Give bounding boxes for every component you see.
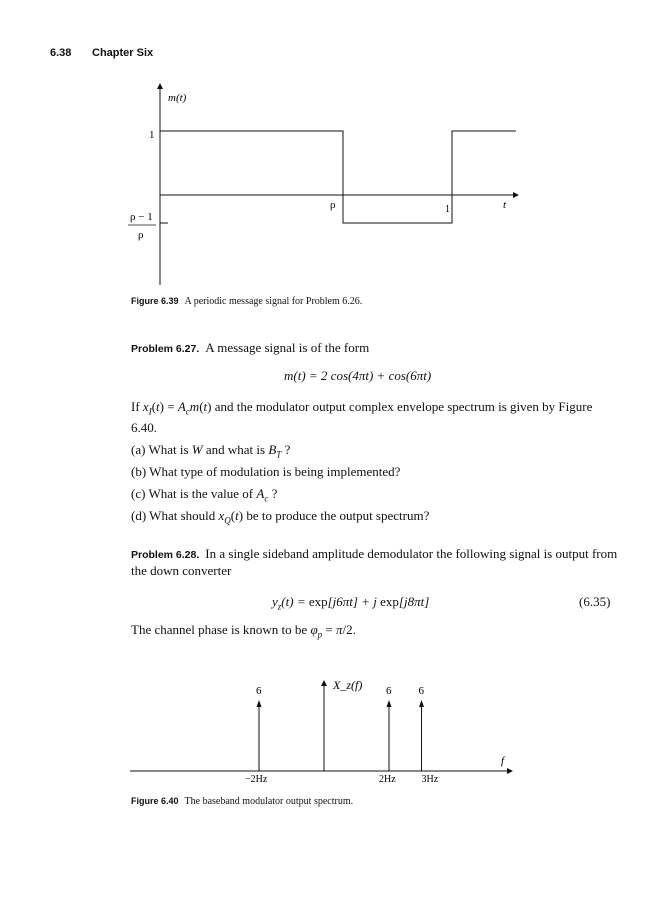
y-axis-label: m(t)	[168, 92, 187, 104]
problem-label: Problem 6.28.	[131, 549, 200, 561]
question-c: (c) What is the value of $A_c$ ?	[131, 486, 278, 504]
f-axis-label: f	[501, 755, 505, 767]
problem-intro: In a single sideband amplitude demodulator the following signal is output from the down converter	[131, 546, 618, 578]
question-d: (d) What should $x_Q(t)$ be to produce the output spectrum?	[131, 508, 430, 526]
caption-text: The baseband modulator output spectrum.	[184, 796, 354, 807]
impulse-arrowhead	[387, 700, 392, 707]
impulse-arrowhead	[257, 700, 262, 707]
problem-6-27-text: If $x_I(t) = A_cm(t)$ and the modulator output complex envelope spectrum is given by Figure 6.40.	[131, 399, 593, 435]
impulse-frequency-label: −2Hz	[245, 774, 268, 785]
y-tick-low-denominator: ρ	[138, 229, 144, 241]
problem-label: Problem 6.27.	[131, 343, 200, 355]
problem-intro: A message signal is of the form	[205, 340, 370, 355]
impulse-arrowhead	[419, 700, 424, 707]
chapter-title: Chapter Six	[92, 47, 154, 59]
message-signal-waveform	[160, 131, 516, 223]
x-tick-one-label: 1	[445, 204, 450, 215]
problem-6-28-intro	[131, 546, 619, 579]
x-axis-label: t	[503, 199, 507, 211]
impulse-weight-label: 6	[418, 685, 424, 697]
problem-6-27-equation: m(t) = 2 cos(4πt) + cos(6πt)	[284, 368, 432, 383]
vertical-axis-label: X_z(f)	[333, 678, 363, 692]
caption-text: A periodic message signal for Problem 6.26.	[184, 296, 363, 307]
caption-label: Figure 6.39	[131, 296, 179, 306]
figure-6-40-plot	[0, 660, 664, 800]
x-tick-rho-label: ρ	[330, 199, 336, 211]
figure-6-39-plot	[0, 0, 664, 300]
caption-label: Figure 6.40	[131, 796, 179, 806]
impulse-weight-label: 6	[386, 685, 392, 697]
problem-6-27-intro	[131, 340, 616, 357]
problem-6-28-equation: $y_z(t) = \exp[j6\pi t] + j$ exp[j8πt]	[272, 594, 430, 612]
problem-6-28-text: The channel phase is known to be $\varphi_p = \pi/2$.	[131, 622, 356, 640]
impulse-weight-label: 6	[256, 685, 262, 697]
equation-number: (6.35)	[579, 594, 611, 609]
y-tick-low-numerator: ρ − 1	[130, 211, 153, 223]
question-b: (b) What type of modulation is being implemented?	[131, 464, 401, 479]
figure-6-39-caption	[131, 296, 362, 307]
y-tick-one-label: 1	[149, 129, 155, 141]
figure-6-40-caption	[131, 796, 353, 807]
question-a: (a) What is W and what is $B_T$ ?	[131, 442, 291, 460]
impulse-frequency-label: 3Hz	[421, 774, 439, 785]
page-number: 6.38	[50, 47, 72, 59]
impulse-frequency-label: 2Hz	[379, 774, 396, 785]
